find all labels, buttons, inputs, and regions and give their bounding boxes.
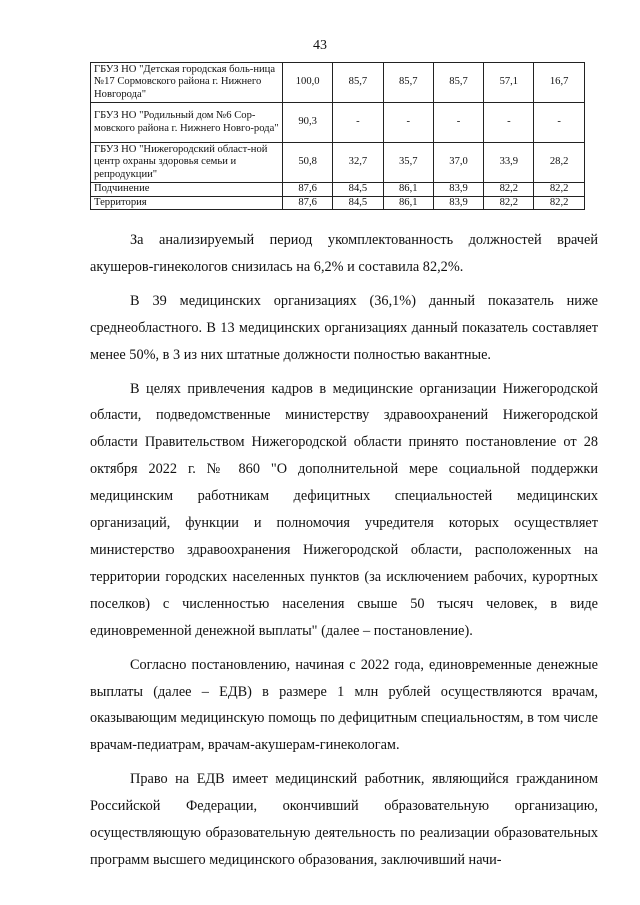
table-cell: 85,7: [383, 63, 433, 103]
table-cell: -: [383, 103, 433, 143]
table-cell: 28,2: [534, 143, 584, 183]
table-cell: 82,2: [534, 196, 584, 210]
table-cell: 82,2: [484, 196, 534, 210]
organization-name: Подчинение: [91, 183, 283, 197]
organization-name: ГБУЗ НО "Родильный дом №6 Сор-мовского района г. Нижнего Новго-рода": [91, 103, 283, 143]
table-cell: 90,3: [283, 103, 333, 143]
paragraph: В целях привлечения кадров в медицинские организации Нижегородской области, подведомственные министерству здравоохранений Нижегородской области Правительством Нижегородской области принято постановление от 28 октября 2022 г. № 860 "О дополнительной мере социальной поддержки медицинским работникам дефицитных специальностей медицинских организаций, функции и полномочия учредителя которых осуществляет министерство здравоохранения Нижегородской области, расположенных на территории городских населенных пунктов (за исключением рабочих, курортных поселков) с численностью населения свыше 50 тысяч человек, в виде единовременной денежной выплаты" (далее – постановление).: [90, 380, 598, 639]
table-cell: 33,9: [484, 143, 534, 183]
table-cell: 83,9: [433, 183, 483, 197]
table-cell: 86,1: [383, 183, 433, 197]
organization-name: ГБУЗ НО "Детская городская боль-ница №17 Сормовского района г. Нижнего Новгорода": [91, 63, 283, 103]
table-cell: 32,7: [333, 143, 383, 183]
table-row: [91, 103, 585, 143]
table-cell: 85,7: [433, 63, 483, 103]
table-cell: 16,7: [534, 63, 584, 103]
paragraph: За анализируемый период укомплектованность должностей врачей акушеров-гинекологов снизилась на 6,2% и составила 82,2%.: [90, 232, 598, 275]
page-number: 43: [313, 38, 327, 53]
table-row: [91, 63, 585, 103]
table-cell: 87,6: [283, 196, 333, 210]
table-cell: 85,7: [333, 63, 383, 103]
table-cell: 82,2: [534, 183, 584, 197]
table-cell: 84,5: [333, 183, 383, 197]
table-cell: 83,9: [433, 196, 483, 210]
paragraph: Согласно постановлению, начиная с 2022 года, единовременные денежные выплаты (далее – ЕДВ) в размере 1 млн рублей осуществляются врачам, оказывающим медицинскую помощь по дефицитным специальностям, в том числе врачам-педиатрам, врачам-акушерам-гинекологам.: [90, 656, 598, 754]
table-cell: 86,1: [383, 196, 433, 210]
table-row: [91, 143, 585, 183]
organization-name: Территория: [91, 196, 283, 210]
table-cell: 87,6: [283, 183, 333, 197]
table-row: [91, 196, 585, 210]
table-cell: 100,0: [283, 63, 333, 103]
table-cell: 57,1: [484, 63, 534, 103]
table-cell: 84,5: [333, 196, 383, 210]
body-text: [90, 227, 598, 881]
table-cell: 37,0: [433, 143, 483, 183]
organization-name: ГБУЗ НО "Нижегородский област-ной центр охраны здоровья семьи и репродукции": [91, 143, 283, 183]
table-cell: -: [484, 103, 534, 143]
table-row: [91, 183, 585, 197]
table-cell: -: [534, 103, 584, 143]
table-cell: -: [333, 103, 383, 143]
staffing-table: [90, 62, 585, 210]
table-cell: 35,7: [383, 143, 433, 183]
table-cell: -: [433, 103, 483, 143]
table-cell: 82,2: [484, 183, 534, 197]
paragraph: Право на ЕДВ имеет медицинский работник, являющийся гражданином Российской Федерации, окончивший образовательную организацию, осуществляющую образовательную деятельность по реализации образовательных программ высшего медицинского образования, заключивший начи-: [90, 771, 598, 868]
table-cell: 50,8: [283, 143, 333, 183]
paragraph: В 39 медицинских организациях (36,1%) данный показатель ниже среднеобластного. В 13 медицинских организациях данный показатель составляет менее 50%, в 3 из них штатные должности полностью вакантные.: [90, 292, 598, 363]
